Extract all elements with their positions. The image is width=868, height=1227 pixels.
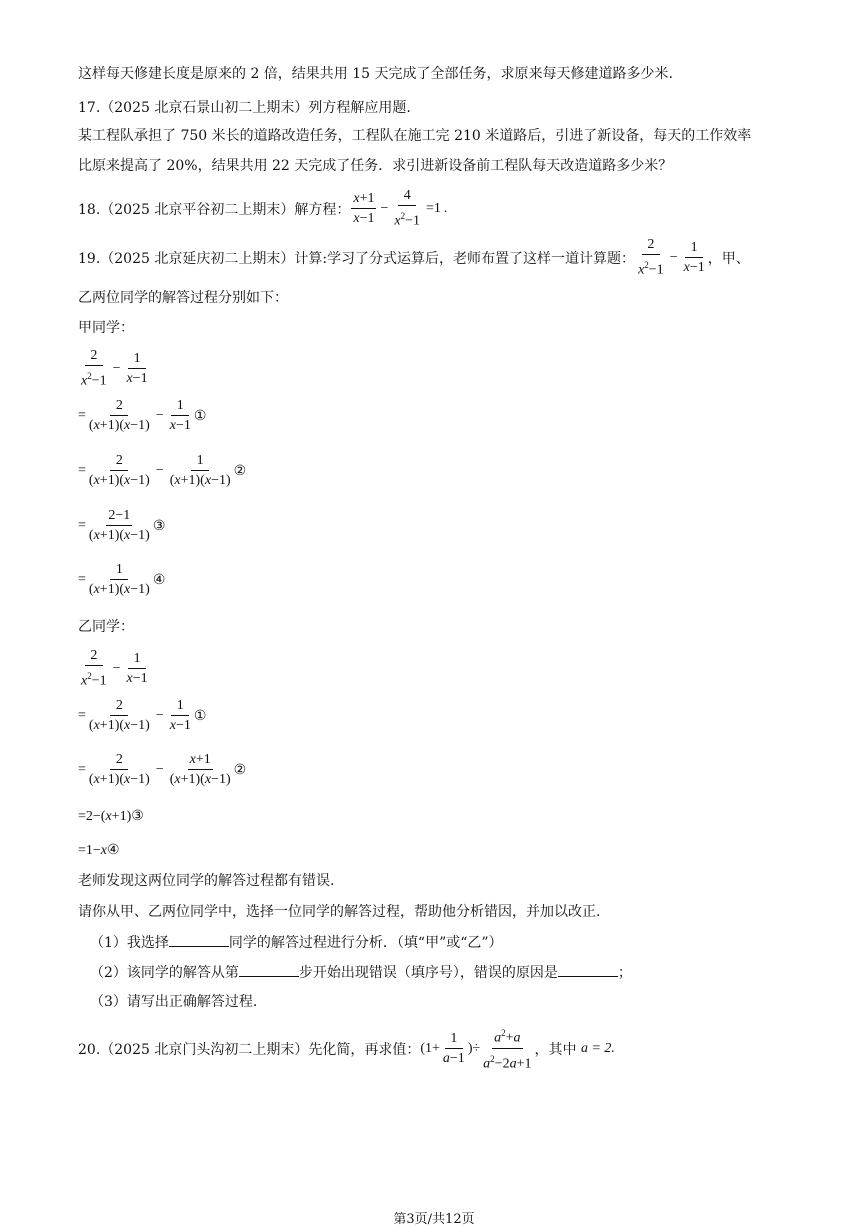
jia-step0: 2 $x^2-1$ − $\frac{1}{x-1}$ (81, 348, 148, 389)
q19-part3: （3）请写出正确解答过程. (90, 994, 258, 1010)
q17-head: 17.（2025 北京石景山初二上期末）列方程解应用题. (78, 100, 411, 116)
q20-tail: ，其中 (534, 1041, 581, 1058)
page-footer: 第3页/共12页 (393, 1212, 475, 1227)
q18-head: 18.（2025 北京平谷初二上期末）解方程： (78, 201, 351, 218)
answer-blank-1[interactable] (169, 932, 229, 947)
q19-p1b: 同学的解答过程进行分析．（填“甲”或“乙”） (228, 935, 503, 951)
yi-step4: =1−x④ (78, 843, 120, 858)
q19-head-line: 19.（2025 北京延庆初二上期末）计算:学习了分式运算后，老师布置了这样一道计算题： 2 $x^2-1$ − $\frac{1}{x-1}$ ，甲、 (78, 237, 750, 278)
answer-blank-3[interactable] (558, 962, 618, 977)
yi-step2: = $\frac{2}{(x+1)(x-1)}$ − $\frac{x+1}{(x+1)(x-1)}$ ② (78, 752, 247, 787)
q19-after1: 老师发现这两位同学的解答过程都有错误. (78, 873, 335, 889)
jia-step4: = $\frac{1}{(x+1)(x-1)}$ ④ (78, 562, 166, 597)
answer-blank-2[interactable] (239, 962, 299, 977)
q18-tail: . (443, 200, 448, 216)
q17-line1: 某工程队承担了 750 米长的道路改造任务，工程队在施工完 210 米道路后，引进了新设备，每天的工作效率 (78, 128, 752, 144)
q20-head: 20.（2025 北京门头沟初二上期末）先化简，再求值： (78, 1041, 421, 1058)
yi-step1: = $\frac{2}{(x+1)(x-1)}$ − $\frac{1}{x-1}$ ① (78, 698, 207, 733)
q19-head-tail: ，甲、 (707, 250, 750, 267)
q16-tail: 这样每天修建长度是原来的 2 倍，结果共用 15 天完成了全部任务，求原来每天修建道路多少米. (78, 66, 673, 82)
q19-part1 (90, 932, 503, 953)
q19-line2: 乙两位同学的解答过程分别如下： (78, 290, 288, 306)
q19-after2: 请你从甲、乙两位同学中，选择一位同学的解答过程，帮助他分析错因，并加以改正. (78, 904, 601, 920)
jia-step3: = $\frac{2-1}{(x+1)(x-1)}$ ③ (78, 508, 166, 543)
q19-part2 (90, 962, 632, 983)
q20-cond: a = 2. (580, 1040, 615, 1056)
q20: 20.（2025 北京门头沟初二上期末）先化简，再求值： (1+ $\frac{1}{a-1}$ )÷ $\frac{a^2+a}{a^2-2a+1}$ ，其中 a = 2. (78, 1025, 615, 1072)
yi-step3: =2−(x+1)③ (78, 809, 144, 824)
yi-label: 乙同学： (78, 619, 134, 635)
q19-p2a: （2）该同学的解答从第 (90, 965, 239, 981)
q19-p2c: ； (617, 965, 632, 981)
jia-step2: = $\frac{2}{(x+1)(x-1)}$ − $\frac{1}{(x+1)(x-1)}$ ② (78, 453, 247, 488)
jia-label: 甲同学： (78, 320, 134, 336)
q17-line2: 比原来提高了 20%，结果共用 22 天完成了任务．求引进新设备前工程队每天改造道路多少米？ (78, 158, 673, 174)
jia-step1: = $\frac{2}{(x+1)(x-1)}$ − $\frac{1}{x-1}$ ① (78, 398, 207, 433)
yi-step0: 2 $x^2-1$ − $\frac{1}{x-1}$ (81, 648, 148, 689)
q19-p1a: （1）我选择 (90, 935, 169, 951)
q19-head: 19.（2025 北京延庆初二上期末）计算:学习了分式运算后，老师布置了这样一道计算题： (78, 250, 636, 267)
q19-p2b: 步开始出现错误（填序号），错误的原因是 (298, 965, 558, 981)
q18: 18.（2025 北京平谷初二上期末）解方程： x+1 x−1 − $\frac{4}{x^2-1}$ =1 . (78, 188, 448, 229)
